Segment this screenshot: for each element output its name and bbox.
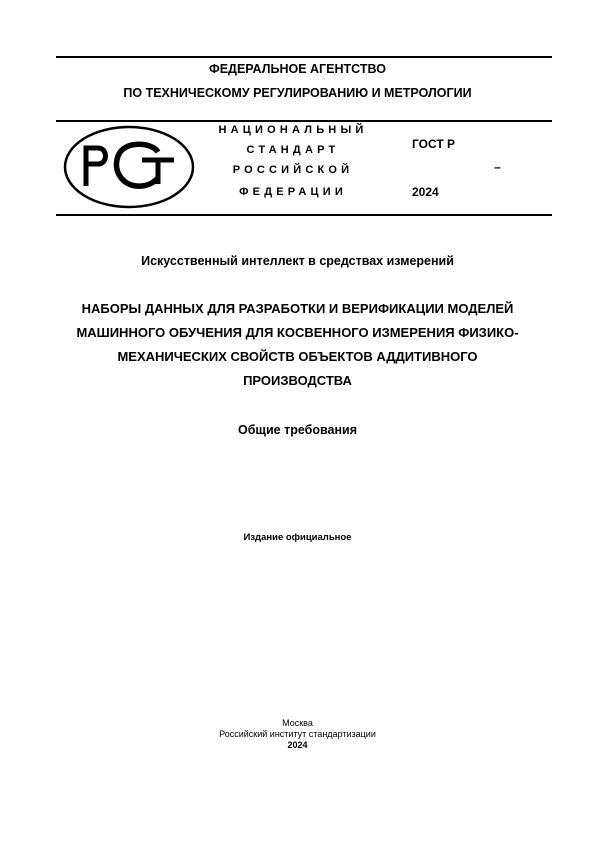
agency-name-line1: ФЕДЕРАЛЬНОЕ АГЕНТСТВО (209, 62, 386, 76)
series-title: Искусственный интеллект в средствах измерений (141, 254, 454, 268)
main-title-line3: МЕХАНИЧЕСКИХ СВОЙСТВ ОБЪЕКТОВ АДДИТИВНОГО (117, 349, 478, 364)
gost-label: ГОСТ Р (412, 137, 456, 151)
main-title-line1: НАБОРЫ ДАННЫХ ДЛЯ РАЗРАБОТКИ И ВЕРИФИКАЦИИ МОДЕЛЕЙ (81, 301, 514, 316)
main-title-line4: ПРОИЗВОДСТВА (243, 373, 352, 388)
national-standard-line4: ФЕДЕРАЦИИ (239, 186, 347, 198)
footer-city: Москва (282, 718, 313, 728)
footer-publisher: Российский институт стандартизации (219, 729, 376, 739)
agency-name-line2: ПО ТЕХНИЧЕСКОМУ РЕГУЛИРОВАНИЮ И МЕТРОЛОГИИ (123, 86, 472, 100)
subtitle: Общие требования (237, 423, 357, 437)
top-rule (56, 56, 552, 58)
gost-logo (62, 124, 196, 210)
national-standard-line2: СТАНДАРТ (246, 144, 340, 156)
national-standard-line3: РОССИЙСКОЙ (232, 164, 354, 176)
standard-number-dash: – (494, 160, 501, 174)
rst-emblem-icon (62, 124, 196, 210)
footer-year: 2024 (287, 740, 308, 750)
lower-block-rule (56, 214, 552, 216)
national-standard-line1: НАЦИОНАЛЬНЫЙ (218, 124, 368, 136)
standard-year: 2024 (412, 185, 439, 199)
upper-block-rule (56, 120, 552, 122)
edition-note: Издание официальное (243, 532, 352, 543)
main-title-line2: МАШИННОГО ОБУЧЕНИЯ ДЛЯ КОСВЕННОГО ИЗМЕРЕНИЯ ФИЗИКО- (76, 325, 519, 340)
